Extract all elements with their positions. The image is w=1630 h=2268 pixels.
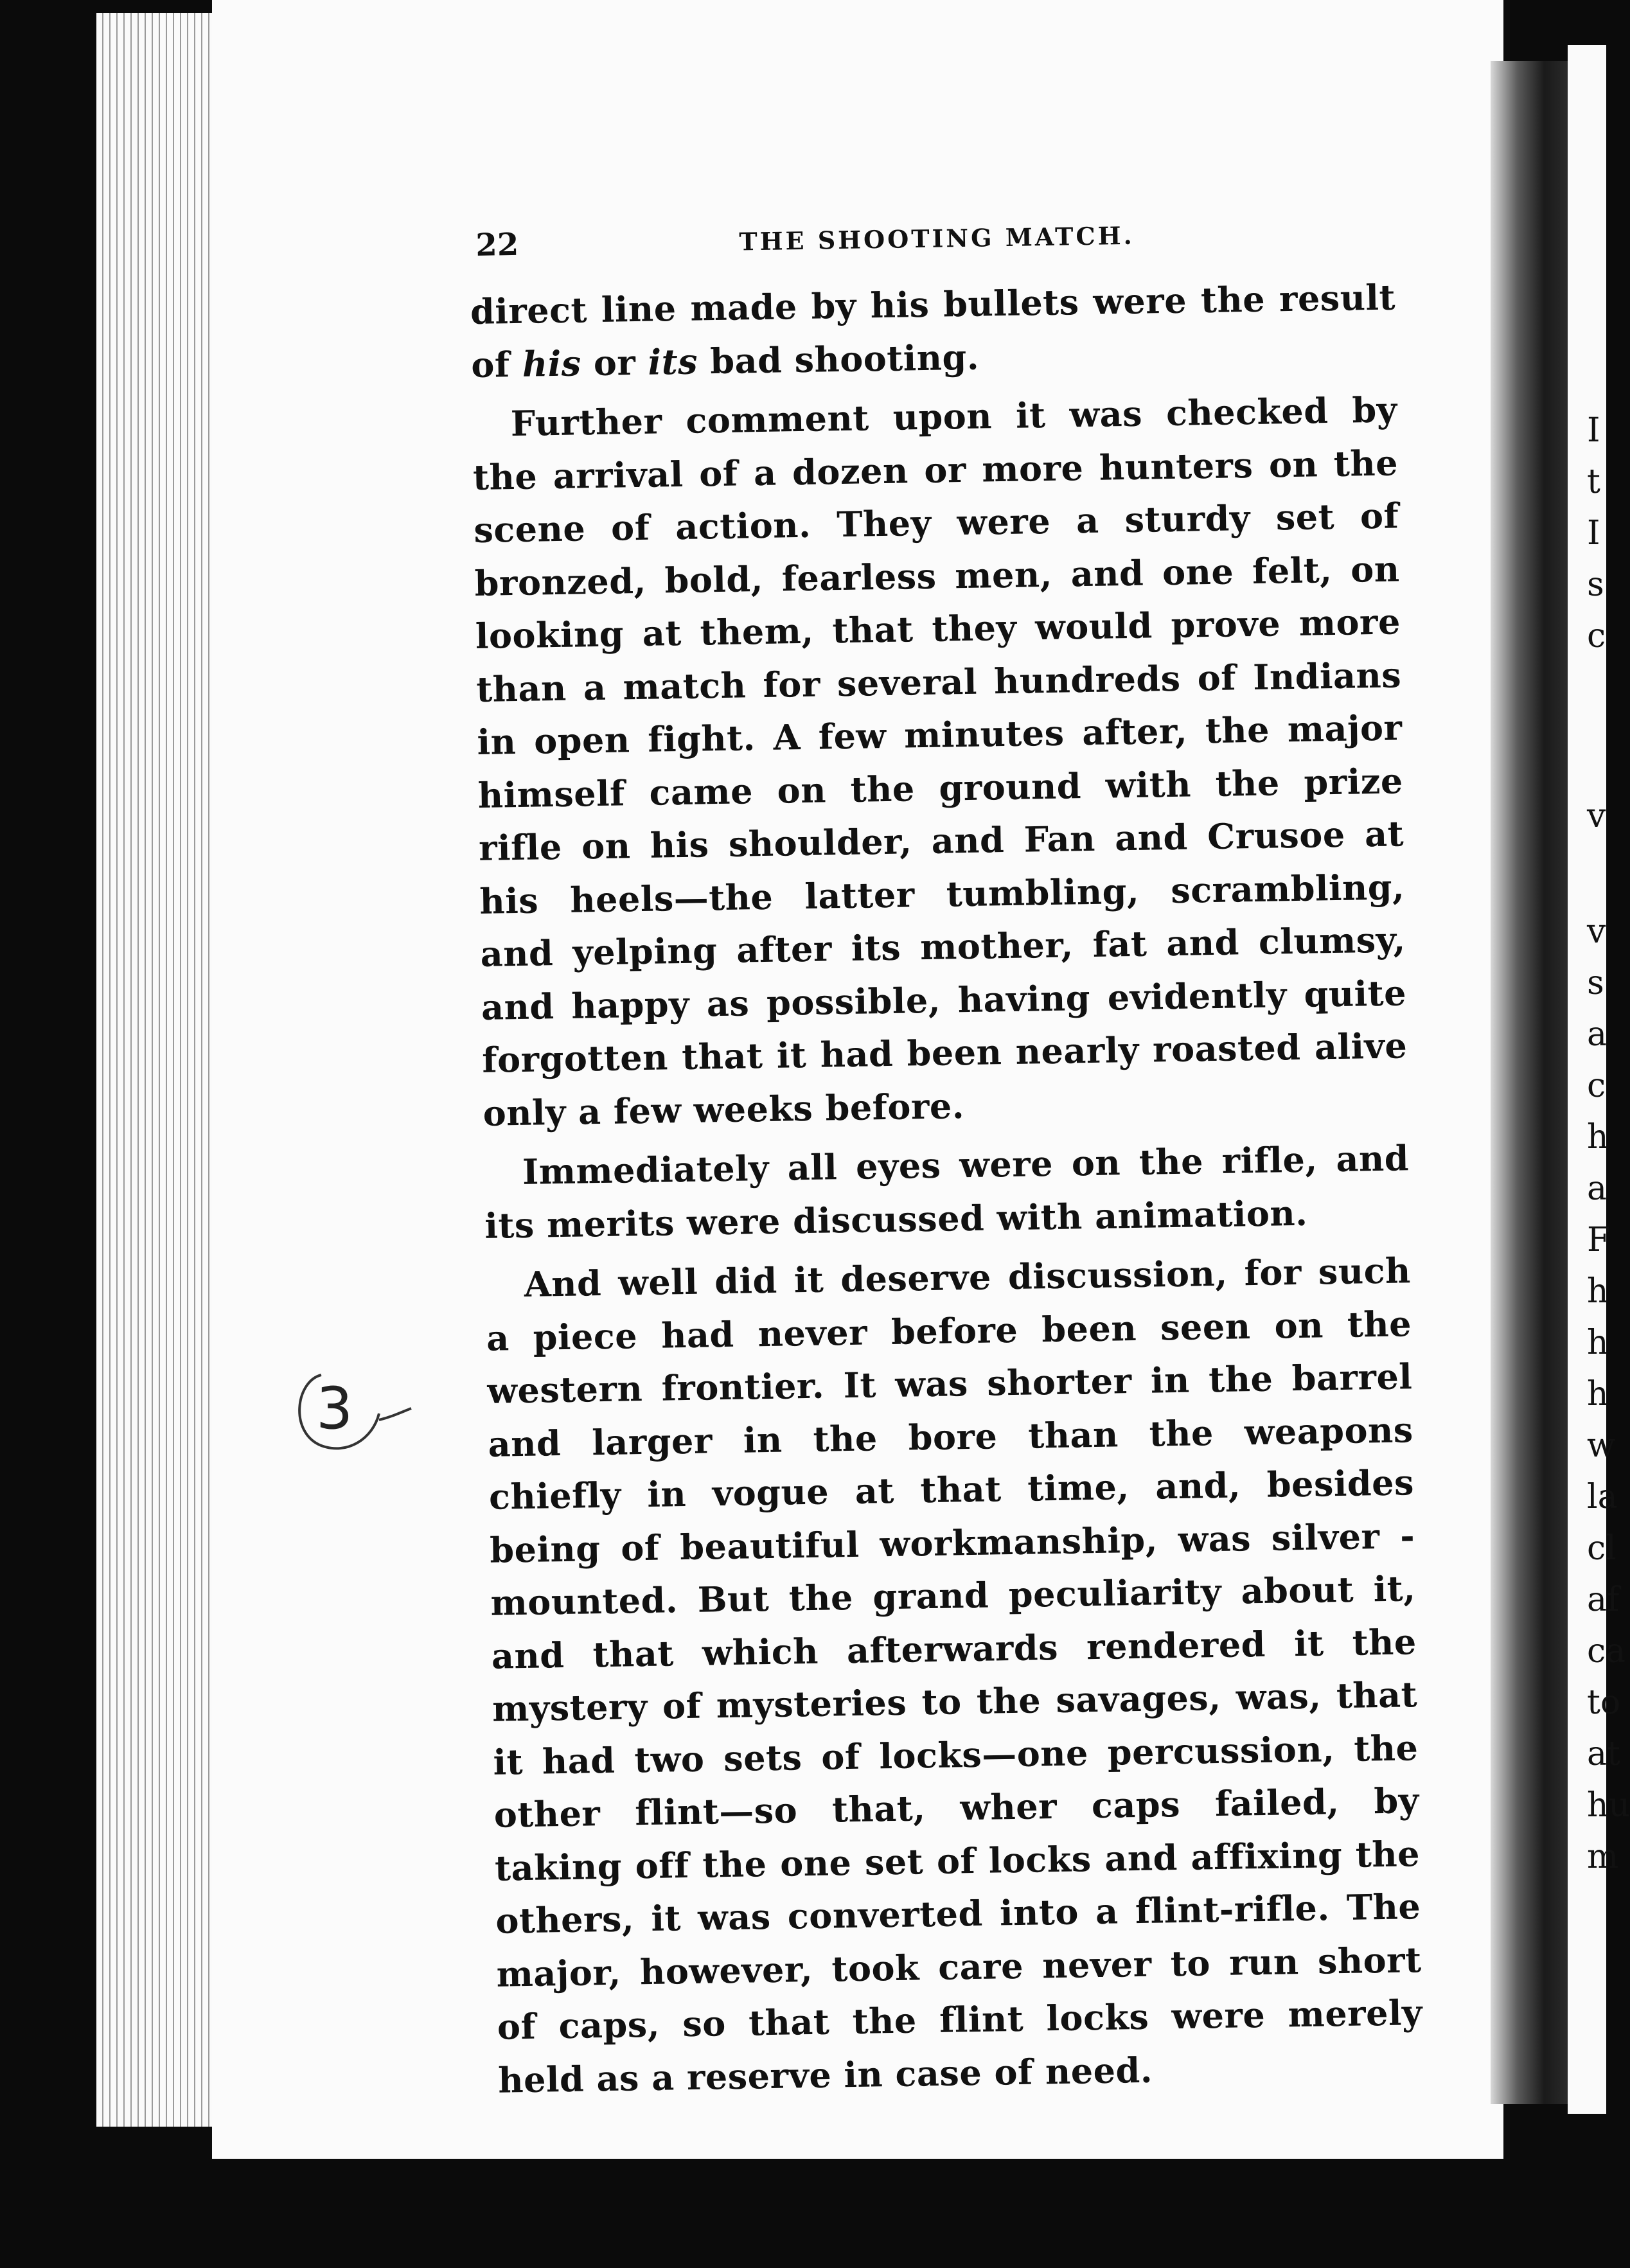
next-page-letter: I [1587,514,1600,553]
next-page-letter: F [1587,1221,1611,1259]
next-page-letter: v [1587,912,1606,951]
paragraph-text: bad shooting. [697,336,980,382]
next-page-letter: s [1587,565,1604,604]
page-number: 22 [475,226,519,263]
next-page-letter: ca [1587,1632,1626,1670]
handwritten-margin-note [283,1362,411,1465]
next-page-letter: v [1587,797,1606,835]
next-page-letter: a [1587,1169,1608,1208]
italic-text: his [522,342,582,385]
next-page-letter: la [1587,1478,1618,1516]
italic-text: its [648,340,698,383]
next-page-letter: h [1587,1375,1609,1413]
next-page-letter: to [1587,1683,1621,1722]
next-page-letter: at [1587,1735,1620,1773]
next-page-letter: I [1587,411,1600,450]
running-head: THE SHOOTING MATCH. [739,220,1135,256]
next-page-letter: m [1587,1838,1619,1876]
body-text [431,270,1436,2107]
next-page-letter: a [1587,1015,1608,1054]
next-page-letter: c [1587,617,1606,655]
paragraph [472,383,1408,1139]
paragraph-text: Immediately all eyes were on the rifle, and its merits were discussed with animation. [484,1137,1410,1246]
paragraph [470,270,1396,391]
next-page-letter: h [1587,1118,1609,1156]
page-content [430,213,1437,2107]
margin-note-digit: 3 [316,1375,353,1442]
next-page-letter: w [1587,1426,1616,1465]
next-page-letter: h [1587,1272,1609,1311]
next-page-letter: af [1587,1581,1620,1619]
next-page-letter: s [1587,964,1604,1002]
next-page-letter: t [1587,463,1600,501]
next-page-letter: h [1587,1324,1609,1362]
page-edges [96,13,218,2127]
paragraph-text: Further comment upon it was checked by the arrival of a dozen or more hunters on the scene of action. They were a sturdy set of bronzed, bold, fearless men, and one felt, on looking at them, that they would prove more than a match for several hundreds of Indians in open fight. A few minutes after, the major himself came on the ground with the prize rifle on his shoulder, and Fan and Crusoe at his heels—the latter tumbling, scrambling, and yelping after its mother, fat and clumsy, and happy as possible, having evidently quite forgotten that it had been nearly roasted alive only a few weeks before. [472,389,1408,1134]
paragraph-text: direct line made by his bullets were the result of [470,276,1396,385]
paragraph [485,1244,1424,2106]
paragraph-text: or [581,341,649,384]
paragraph [483,1131,1410,1252]
next-page-letter: hu [1587,1786,1630,1825]
next-page-letter: c [1587,1067,1606,1105]
paragraph-text: And well did it deserve discussion, for such a piece had never before been seen on the western frontier. It was shorter in the barrel and larger in the bore than the weapons chiefly in vogue at that time, and, besides being of beautiful workmanship, was silver - mounted. But the grand peculiarity about it, and that which afterwards rendered it the mystery of mysteries to the savages, was, that it had two sets of locks—one percussion, the other flint—so that, wher caps failed, by taking off the one set of locks and affixing the others, it was converted into a flint-rifle. The major, however, took care never to run short of caps, so that the flint locks were merely held as a reserve in case of need. [486,1250,1423,2101]
book-gutter-shadow [1491,61,1568,2104]
next-page-letter: cl [1587,1529,1617,1568]
